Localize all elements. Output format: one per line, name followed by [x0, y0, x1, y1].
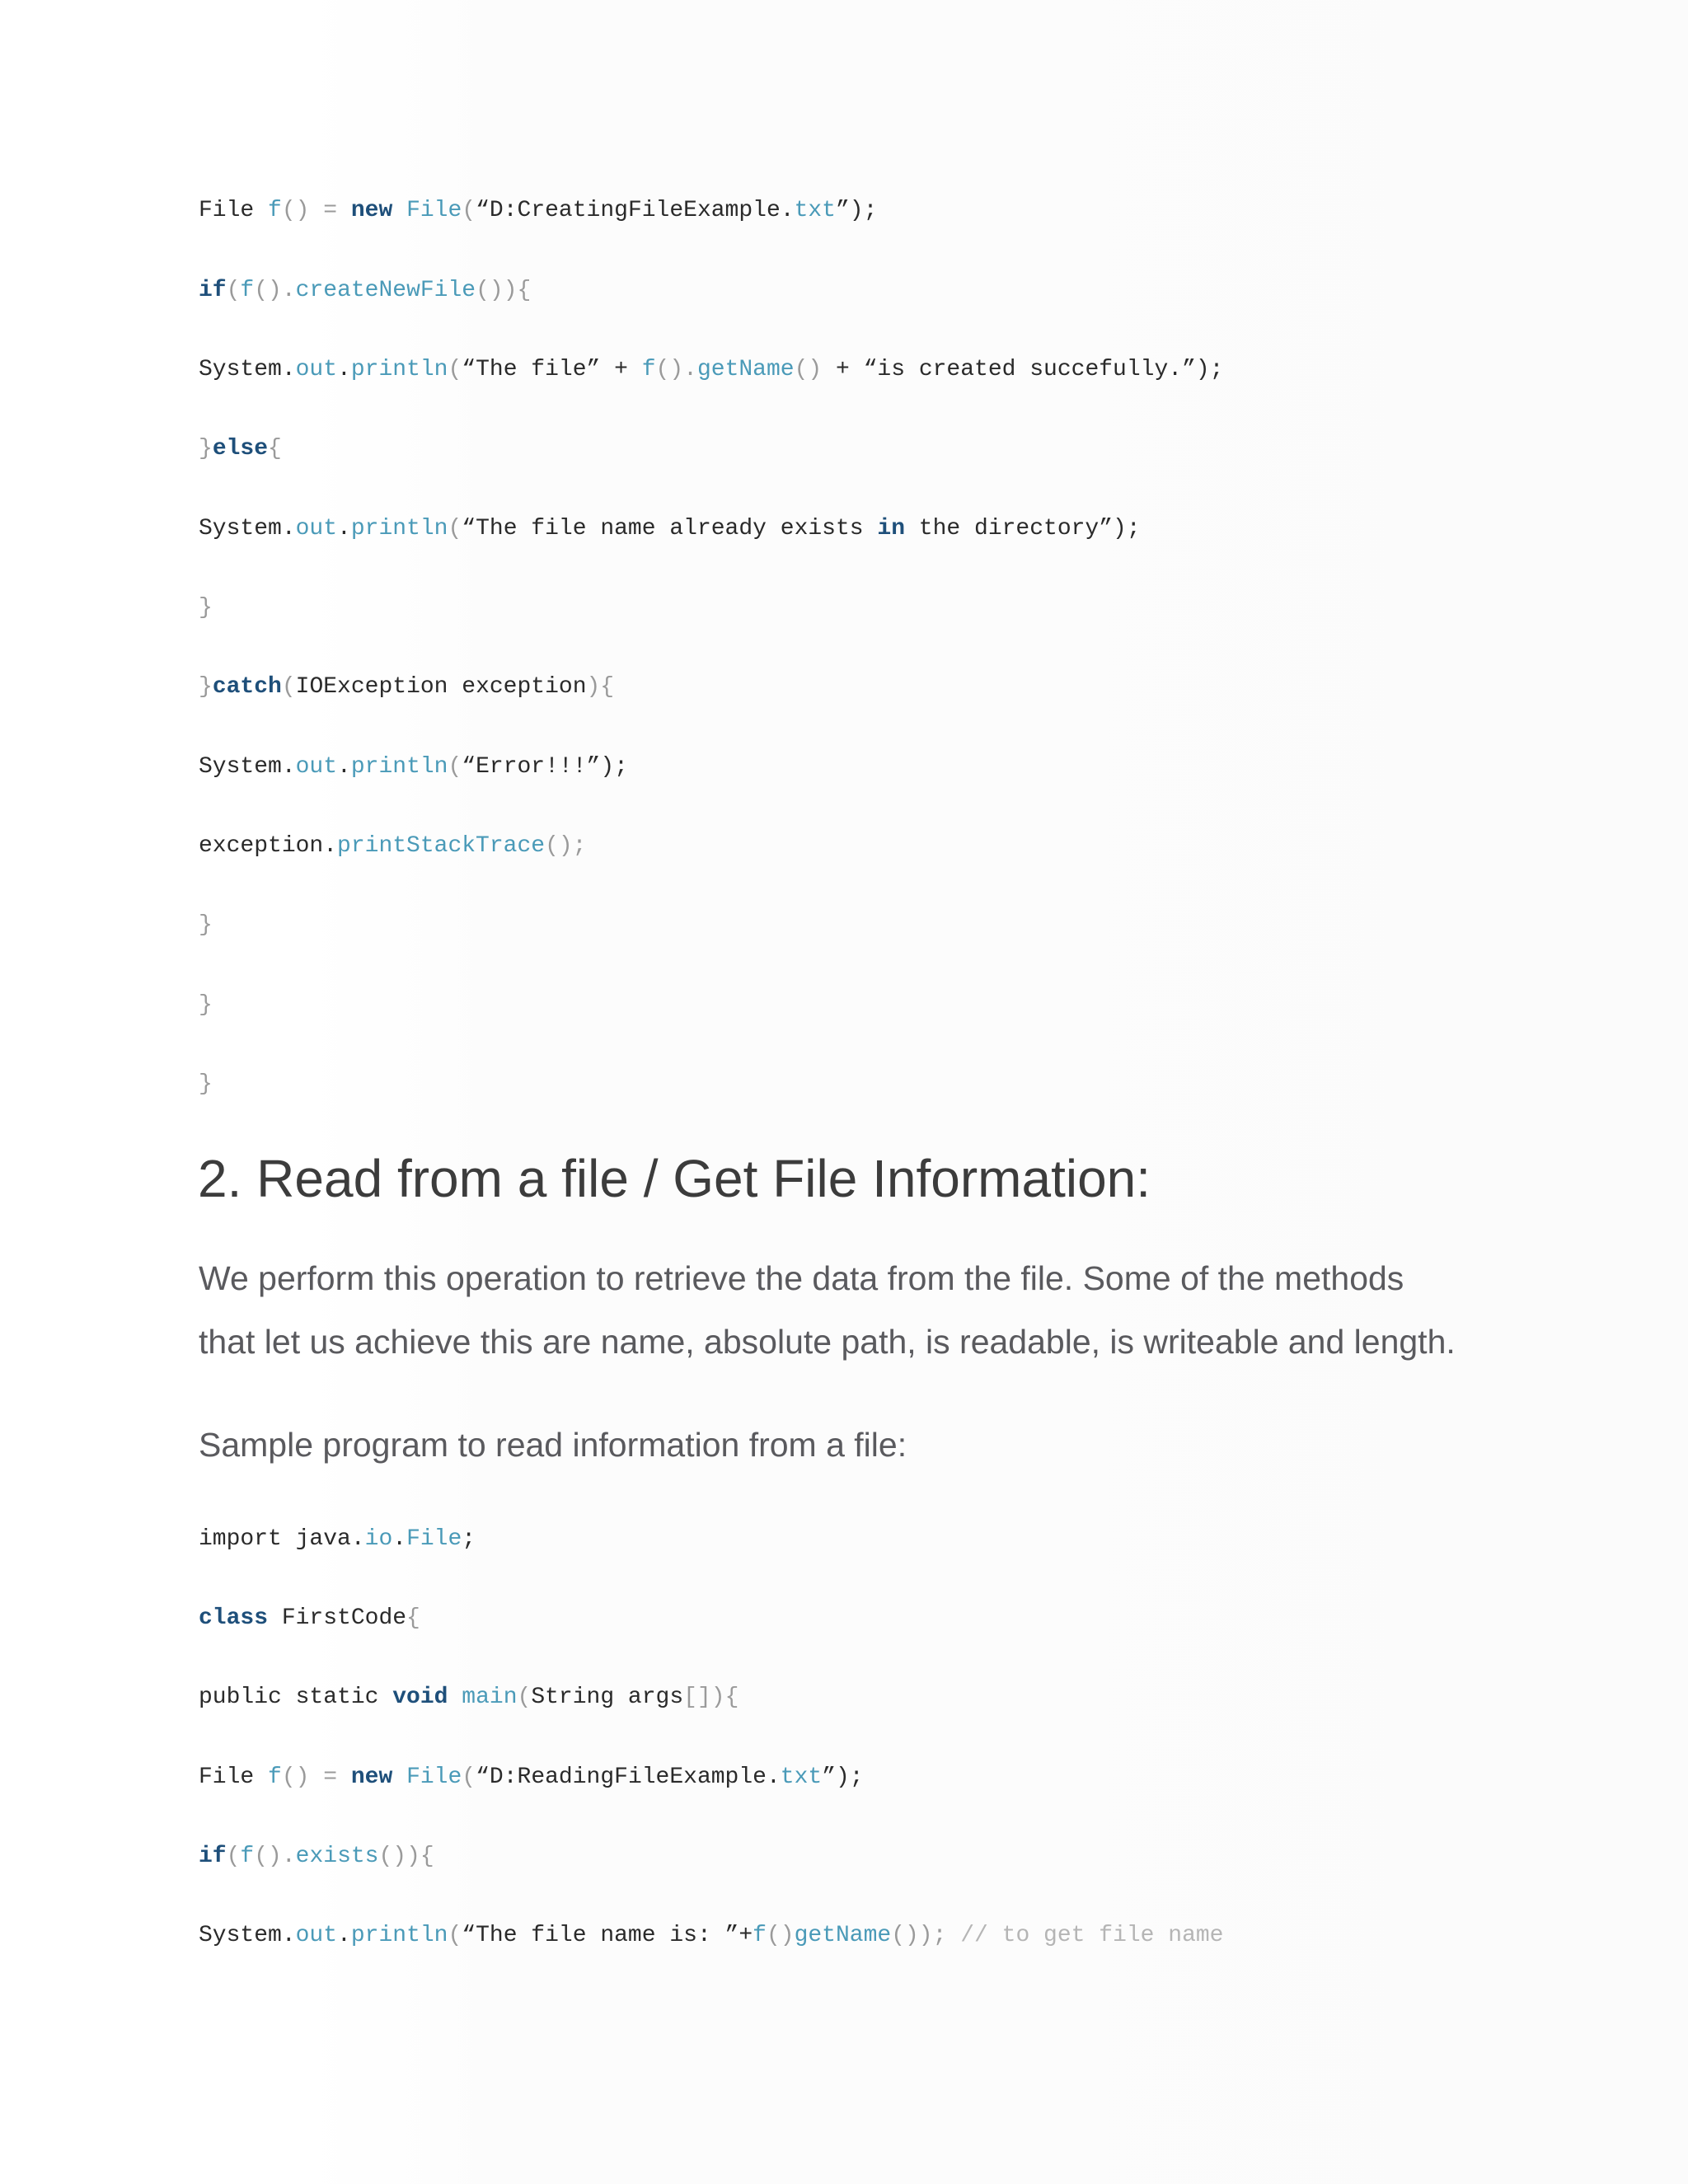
code-token: (: [462, 1765, 476, 1790]
code-token: () =: [281, 1765, 351, 1790]
code-token: new: [350, 198, 393, 223]
code-token: ”);: [822, 1765, 864, 1790]
code-token: ().: [254, 278, 296, 303]
code-token: + “is created succefully.”);: [822, 357, 1224, 382]
code-token: .: [337, 357, 351, 382]
code-token: (: [448, 754, 462, 780]
code-token: FirstCode: [268, 1605, 407, 1631]
code-token: (): [794, 357, 823, 382]
code-token: txt: [780, 1765, 823, 1790]
code-token: ();: [545, 833, 587, 859]
code-token: else: [212, 436, 269, 462]
code-token: f: [240, 1844, 255, 1869]
code-token: io: [364, 1526, 393, 1552]
code-line: [199, 673, 614, 701]
code-token: (: [517, 1685, 532, 1710]
code-line: [199, 1605, 420, 1633]
code-line: [199, 912, 213, 940]
code-token: void: [392, 1685, 448, 1710]
code-token: “The file name is: ”+: [462, 1923, 753, 1948]
code-token: ;: [462, 1526, 476, 1552]
code-token: }: [199, 912, 213, 938]
code-token: println: [350, 516, 448, 541]
code-token: .: [337, 516, 351, 541]
paragraph-line: that let us achieve this are name, absolute path, is readable, is writeable and length.: [199, 1323, 1456, 1361]
code-token: getName: [794, 1923, 892, 1948]
code-line: [199, 1922, 1224, 1950]
code-token: f: [753, 1923, 767, 1948]
code-token: File: [406, 198, 462, 223]
code-token: System.: [199, 754, 296, 780]
code-token: }: [199, 595, 213, 621]
code-token: System.: [199, 1923, 296, 1948]
code-token: }: [199, 1071, 213, 1097]
code-token: if: [199, 1844, 227, 1869]
code-token: {: [406, 1605, 420, 1631]
code-token: File: [199, 1765, 269, 1790]
code-line: [199, 197, 877, 225]
code-token: println: [350, 357, 448, 382]
code-token: printStackTrace: [337, 833, 546, 859]
code-line: [199, 1764, 864, 1792]
code-token: ().: [254, 1844, 296, 1869]
code-token: (: [226, 1844, 241, 1869]
code-token: String args: [531, 1685, 684, 1710]
code-token: exists: [295, 1844, 379, 1869]
code-token: out: [295, 357, 338, 382]
code-token: catch: [212, 674, 282, 700]
code-token: ”);: [836, 198, 878, 223]
code-token: (: [281, 674, 296, 700]
code-token: }: [199, 992, 213, 1018]
code-token: class: [199, 1605, 269, 1631]
code-line: [199, 991, 213, 1019]
code-token: // to get file name: [960, 1923, 1224, 1948]
section-heading: 2. Read from a file / Get File Information:: [198, 1149, 1151, 1208]
code-line: [199, 435, 282, 463]
code-line: [199, 1843, 434, 1871]
section-paragraph: [199, 1247, 1550, 1374]
code-line: [199, 1071, 213, 1099]
code-token: File: [199, 198, 269, 223]
code-token: main: [462, 1685, 518, 1710]
code-line: [199, 1684, 738, 1712]
code-token: (: [462, 198, 476, 223]
code-token: (: [448, 357, 462, 382]
code-token: getName: [696, 357, 795, 382]
code-token: .: [337, 1923, 351, 1948]
code-token: [392, 198, 406, 223]
code-token: }: [199, 674, 213, 700]
code-token: out: [295, 516, 338, 541]
code-line: [199, 832, 587, 860]
code-token: ().: [655, 357, 697, 382]
code-token: “The file” +: [462, 357, 642, 382]
code-line: [199, 753, 628, 781]
code-token: the directory”);: [905, 516, 1141, 541]
paragraph-line: We perform this operation to retrieve the data from the file. Some of the methods: [199, 1259, 1404, 1297]
code-token: .: [392, 1526, 407, 1552]
code-token: File: [406, 1526, 462, 1552]
code-token: [946, 1923, 960, 1948]
code-token: exception.: [199, 833, 338, 859]
code-token: []){: [683, 1685, 739, 1710]
code-line: [199, 594, 213, 622]
code-token: println: [350, 754, 448, 780]
code-line: [199, 1526, 476, 1554]
code-token: f: [240, 278, 255, 303]
code-token: new: [350, 1765, 393, 1790]
code-token: System.: [199, 357, 296, 382]
code-token: ());: [891, 1923, 947, 1948]
code-line: [199, 356, 1223, 384]
code-token: “D:ReadingFileExample.: [476, 1765, 781, 1790]
code-token: ()){: [476, 278, 532, 303]
code-token: [392, 1765, 406, 1790]
code-token: “D:CreatingFileExample.: [476, 198, 795, 223]
code-token: ()){: [378, 1844, 434, 1869]
code-token: import java.: [199, 1526, 365, 1552]
code-token: f: [641, 357, 656, 382]
code-token: println: [350, 1923, 448, 1948]
code-token: .: [337, 754, 351, 780]
code-token: “Error!!!”);: [462, 754, 628, 780]
code-token: “The file name already exists: [462, 516, 878, 541]
code-token: (: [448, 1923, 462, 1948]
code-token: createNewFile: [295, 278, 476, 303]
code-token: out: [295, 1923, 338, 1948]
code-token: () =: [281, 198, 351, 223]
code-token: f: [268, 198, 282, 223]
code-token: out: [295, 754, 338, 780]
code-line: [199, 515, 1141, 543]
code-token: if: [199, 278, 227, 303]
code-token: {: [268, 436, 282, 462]
code-token: (): [766, 1923, 795, 1948]
code-token: (: [448, 516, 462, 541]
code-token: File: [406, 1765, 462, 1790]
code-token: f: [268, 1765, 282, 1790]
code-token: ){: [586, 674, 615, 700]
code-token: (: [226, 278, 241, 303]
code-token: IOException exception: [295, 674, 587, 700]
code-token: in: [877, 516, 905, 541]
sample-program-intro: Sample program to read information from a file:: [199, 1426, 907, 1464]
code-token: [448, 1685, 462, 1710]
code-token: }: [199, 436, 213, 462]
code-token: public static: [199, 1685, 393, 1710]
code-token: System.: [199, 516, 296, 541]
code-token: txt: [794, 198, 836, 223]
code-line: [199, 277, 531, 305]
